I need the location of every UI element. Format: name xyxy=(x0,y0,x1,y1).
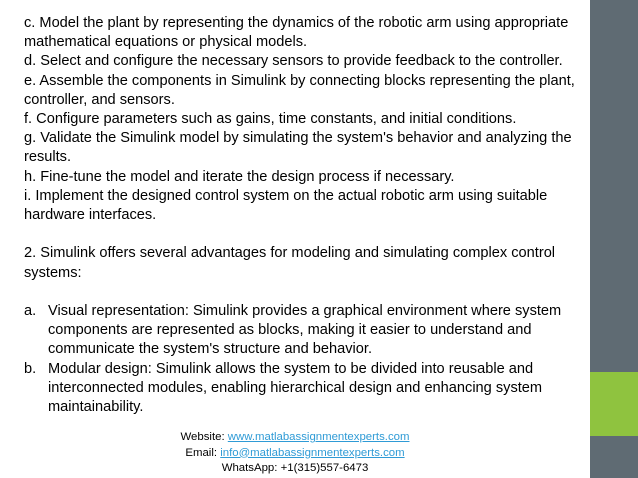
step-f: f. Configure parameters such as gains, time constants, and initial conditions. xyxy=(24,111,517,128)
website-label: Website: xyxy=(180,431,228,443)
slide-content xyxy=(24,14,584,417)
contact-footer xyxy=(0,430,590,477)
blank-line xyxy=(24,283,584,302)
list-marker: a. xyxy=(24,303,37,320)
advantage-text: Visual representation: Simulink provides a graphical environment where system components are represented as blocks, making it easier to understand and communicate the system's structure and behavior. xyxy=(48,303,562,358)
step-g: g. Validate the Simulink model by simulating the system's behavior and analyzing the results. xyxy=(24,130,572,166)
whatsapp-line: WhatsApp: +1(315)557-6473 xyxy=(221,462,369,474)
advantage-text: Modular design: Simulink allows the system to be divided into reusable and interconnected modules, enabling hierarchical design and enhancing system maintainability. xyxy=(48,360,543,416)
step-d: d. Select and configure the necessary sensors to provide feedback to the controller. xyxy=(24,53,563,70)
email-line xyxy=(0,446,590,462)
step-i: i. Implement the designed control system on the actual robotic arm using suitable hardware interfaces. xyxy=(24,187,548,224)
accent-block xyxy=(590,372,638,436)
website-line xyxy=(0,430,590,446)
step-c: c. Model the plant by representing the dynamics of the robotic arm using appropriate mathematical equations or physical models. xyxy=(24,15,569,51)
email-label: Email: xyxy=(185,446,221,459)
step-h: h. Fine-tune the model and iterate the design process if necessary. xyxy=(24,168,455,185)
email-link[interactable]: info@matlabassignmentexperts.com xyxy=(220,446,405,459)
section2-intro: 2. Simulink offers several advantages for modeling and simulating complex control systems: xyxy=(24,245,556,281)
step-e: e. Assemble the components in Simulink by connecting blocks representing the plant, controller, and sensors. xyxy=(24,72,575,108)
website-link[interactable]: www.matlabassignmentexperts.com xyxy=(227,431,410,443)
list-marker: b. xyxy=(24,360,37,377)
advantage-item xyxy=(24,302,584,360)
advantage-item xyxy=(24,360,584,418)
blank-line xyxy=(24,225,584,244)
